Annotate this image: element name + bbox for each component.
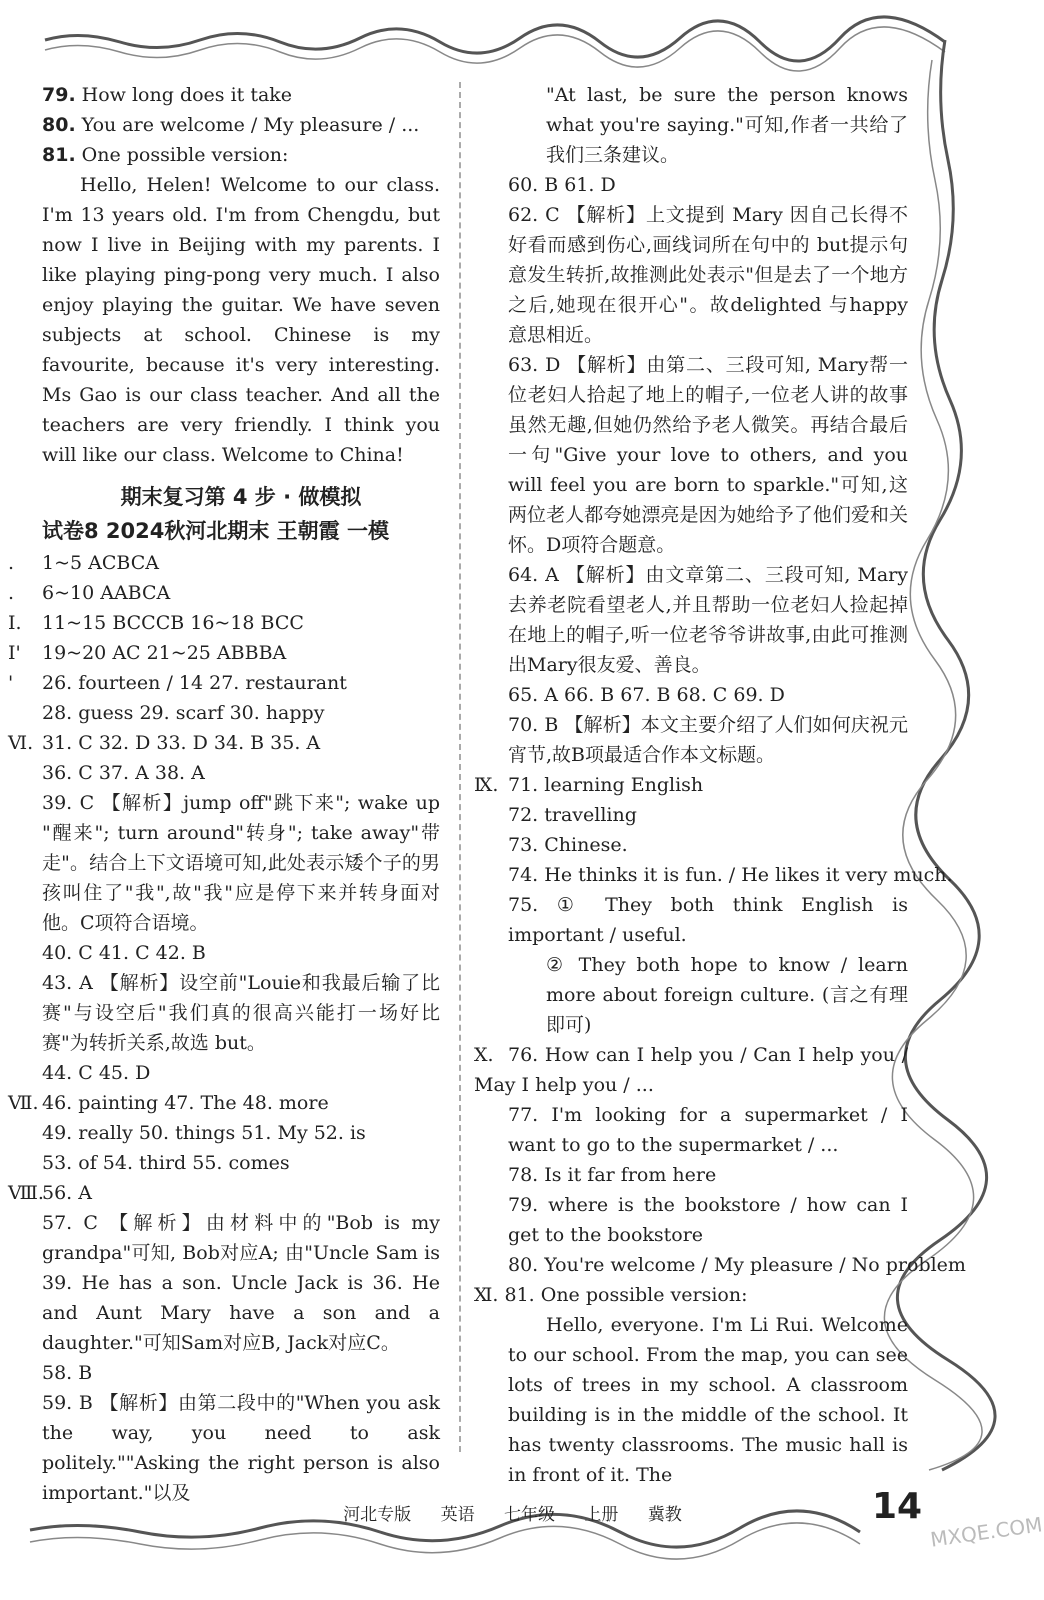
answer-explanation: ② They both hope to know / learn more about foreign culture. (言之有理即可) — [546, 954, 908, 1036]
answer-line: 73. Chinese. — [508, 834, 628, 856]
answer-line: 44. C 45. D — [42, 1062, 151, 1084]
answer-explanation: 59. B 【解析】由第二段中的"When you ask the way, you need to ask politely.""Asking the right person is also important."以及 — [42, 1392, 440, 1504]
footer-grade: 七年级 — [504, 1505, 555, 1525]
footer-subject: 英语 — [440, 1505, 475, 1525]
answer-line: 58. B — [42, 1362, 93, 1384]
answer-line: 80. You're welcome / My pleasure / No problem — [508, 1254, 966, 1276]
answer-line: 49. really 50. things 51. My 52. is — [42, 1122, 366, 1144]
section-title: 期末复习第 4 步 · 做模拟 — [120, 485, 362, 509]
exam-title: 试卷8 2024秋河北期末 王朝霞 一模 — [42, 519, 389, 543]
page-number: 14 — [872, 1486, 923, 1527]
answer-line: . 6~10 AABCA — [8, 582, 171, 604]
answer-line: Ⅹ. 76. How can I help you / Can I help you / May I help you / ... — [474, 1044, 908, 1096]
answer-line: 40. C 41. C 42. B — [42, 942, 206, 964]
right-column — [474, 80, 966, 1490]
answer-explanation: 43. A 【解析】设空前"Louie和我最后输了比赛"与设空后"我们真的很高兴能打一场好比赛"为转折关系,故选 but。 — [42, 972, 440, 1054]
answer-explanation: 63. D 【解析】由第二、三段可知, Mary帮一位老妇人拾起了地上的帽子,一位老人讲的故事虽然无趣,但她仍然给予老人微笑。再结合最后一句"Give your love to others, and you will feel you are born to sparkle."可知,这两位老人都夸她漂亮是因为她给予了他们爱和关怀。D项符合题意。 — [508, 354, 908, 556]
answer-explanation: 75. ① They both think English is important / useful. — [508, 894, 908, 946]
essay-paragraph: Hello, Helen! Welcome to our class. I'm 13 years old. I'm from Chengdu, but now I live in Beijing with my parents. I like playing ping-pong very much. I also enjoy playing the guitar. We have seven subjects at school. Chinese is my favourite, because it's very interesting. Ms Gao is our class teacher. And all the teachers are very friendly. I think you will like our class. Welcome to China! — [42, 174, 440, 466]
answer-line: Ⅵ. 31. C 32. D 33. D 34. B 35. A — [8, 732, 321, 754]
footer-publisher: 冀教 — [647, 1505, 682, 1525]
footer-term: 上册 — [584, 1505, 619, 1525]
column-divider — [459, 82, 461, 1452]
left-column — [8, 80, 440, 1508]
answer-line: 79. where is the bookstore / how can I get to the bookstore — [508, 1194, 908, 1246]
answer-line: Ⅸ. 71. learning English — [474, 774, 704, 796]
answer-line: I' 19~20 AC 21~25 ABBBA — [8, 642, 287, 664]
essay-paragraph: Hello, everyone. I'm Li Rui. Welcome to our school. From the map, you can see lots of trees in my school. A classroom building is in the middle of the school. It has twenty classrooms. The music hall is in front of it. The — [508, 1314, 908, 1486]
answer-line: 36. C 37. A 38. A — [42, 762, 205, 784]
answer-line: 65. A 66. B 67. B 68. C 69. D — [508, 684, 785, 706]
answer-explanation: 70. B 【解析】本文主要介绍了人们如何庆祝元宵节,故B项最适合作本文标题。 — [508, 714, 908, 766]
answer-line: 74. He thinks it is fun. / He likes it very much. — [508, 864, 953, 886]
answer-explanation: 64. A 【解析】由文章第二、三段可知, Mary去养老院看望老人,并且帮助一位老妇人捡起掉在地上的帽子,听一位老爷爷讲故事,由此可推测出Mary很友爱、善良。 — [508, 564, 908, 676]
answer-line: Ⅺ. 81. One possible version: — [474, 1284, 748, 1306]
watermark: MXQE.COM — [928, 1512, 1044, 1552]
footer-edition: 河北专版 — [343, 1505, 412, 1525]
answer-explanation: 62. C 【解析】上文提到 Mary 因自己长得不好看而感到伤心,画线词所在句中的 but提示句意发生转折,故推测此处表示"但是去了一个地方之后,她现在很开心"。故delighted 与happy 意思相近。 — [508, 204, 908, 346]
answer-line: Ⅶ. 46. painting 47. The 48. more — [8, 1092, 329, 1114]
answer-line: 60. B 61. D — [508, 174, 616, 196]
answer-line: 53. of 54. third 55. comes — [42, 1152, 290, 1174]
answer-line: 78. Is it far from here — [508, 1164, 717, 1186]
answer-line: 80. You are welcome / My pleasure / ... — [42, 114, 420, 136]
answer-line: ' 26. fourteen / 14 27. restaurant — [8, 672, 347, 694]
answer-line: 77. I'm looking for a supermarket / I want to go to the supermarket / ... — [508, 1104, 908, 1156]
answer-line: 28. guess 29. scarf 30. happy — [42, 702, 325, 724]
answer-line: Ⅷ.56. A — [8, 1182, 92, 1204]
answer-line: 81. One possible version: — [42, 144, 289, 166]
answer-explanation: "At last, be sure the person knows what you're saying."可知,作者一共给了我们三条建议。 — [546, 84, 908, 166]
answer-explanation: 39. C 【解析】jump off"跳下来"; wake up "醒来"; turn around"转身"; take away"带走"。结合上下文语境可知,此处表示矮个子的男孩叫住了"我",故"我"应是停下来并转身面对他。C项符合语境。 — [42, 792, 440, 934]
answer-explanation: 57. C 【解析】由材料中的"Bob is my grandpa"可知, Bob对应A; 由"Uncle Sam is 39. He has a son. Uncle Jack is 36. He and Aunt Mary have a son and a daughter."可知Sam对应B, Jack对应C。 — [42, 1212, 440, 1354]
answer-line: I. 11~15 BCCCB 16~18 BCC — [8, 612, 304, 634]
answer-line: . 1~5 ACBCA — [8, 552, 159, 574]
answer-line: 79. How long does it take — [42, 84, 293, 106]
answer-line: 72. travelling — [508, 804, 637, 826]
